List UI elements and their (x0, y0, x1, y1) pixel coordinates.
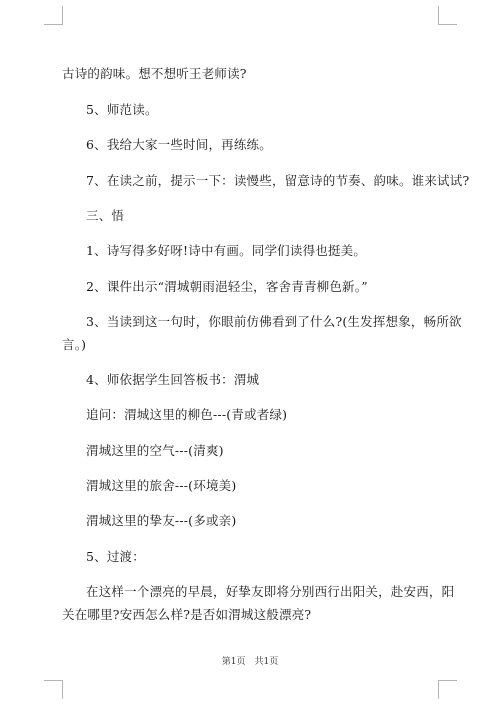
text-line-9: 言。) (62, 337, 87, 352)
text-line-8: 3、当读到这一句时，你眼前仿佛看到了什么?(生发挥想象，畅所欲 (86, 314, 462, 329)
text-line-3: 6、我给大家一些时间，再练练。 (86, 137, 272, 152)
text-line-7: 2、课件出示“渭城朝雨浥轻尘，客舍青青柳色新。” (86, 279, 368, 294)
text-line-1: 古诗的韵味。想不想听王老师读? (62, 66, 247, 81)
text-line-12: 渭城这里的空气---(清爽) (86, 443, 224, 458)
text-line-17: 关在哪里?安西怎么样?是否如渭城这般漂亮? (62, 607, 312, 622)
text-line-6: 1、诗写得多好呀!诗中有画。同学们读得也挺美。 (86, 243, 367, 258)
text-line-14: 渭城这里的挚友---(多或亲) (86, 513, 237, 528)
text-line-5: 三、悟 (86, 208, 125, 223)
text-line-4: 7、在读之前，提示一下：读慢些，留意诗的节奏、韵味。谁来试试? (86, 173, 470, 188)
text-line-2: 5、师范读。 (86, 102, 158, 117)
crop-mark-bottom-left (44, 680, 63, 699)
text-line-10: 4、师依据学生回答板书：渭城 (86, 372, 260, 387)
text-line-11: 追问：渭城这里的柳色---(青或者绿) (86, 407, 288, 422)
crop-mark-bottom-right (438, 680, 457, 699)
text-line-13: 渭城这里的旅舍---(环境美) (86, 478, 237, 493)
text-line-15: 5、过渡： (86, 549, 145, 564)
text-line-16: 在这样一个漂亮的早晨，好挚友即将分别西行出阳关，赴安西，阳 (86, 584, 455, 599)
page-footer: 第1页 共1页 (221, 657, 279, 667)
crop-mark-top-left (44, 6, 63, 25)
crop-mark-top-right (438, 6, 457, 25)
